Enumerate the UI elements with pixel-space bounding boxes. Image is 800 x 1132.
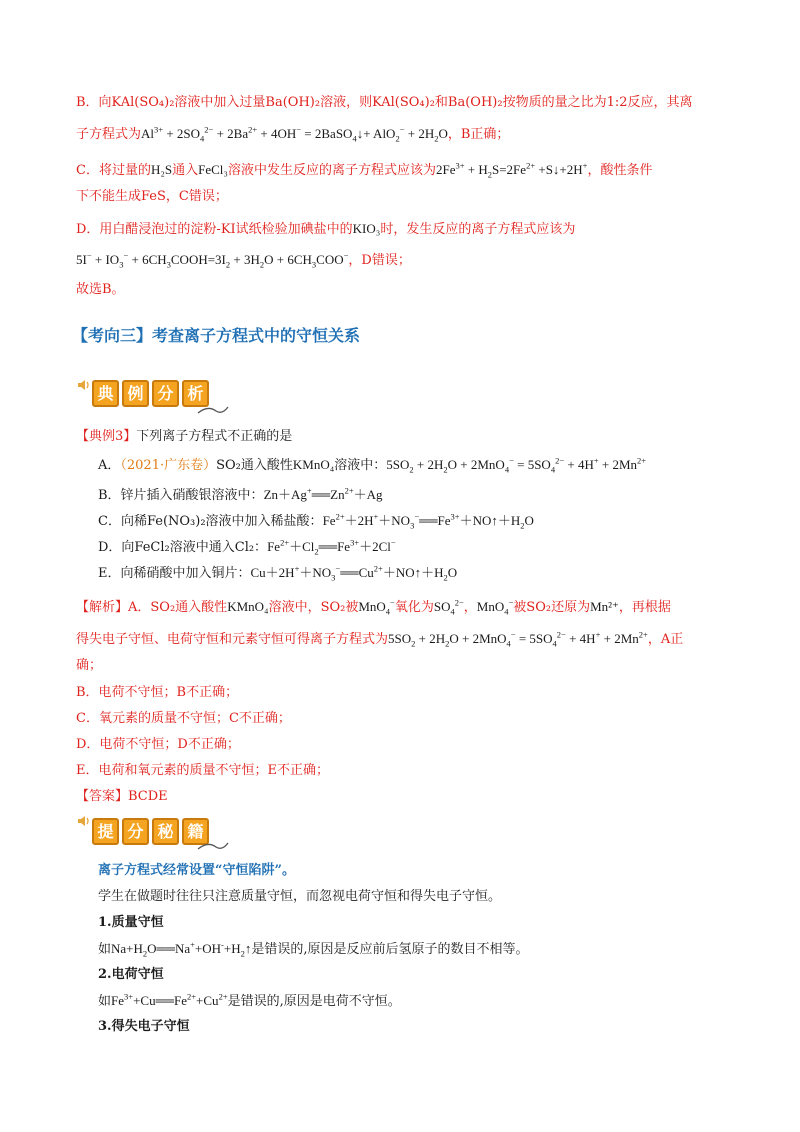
badge-char: 提	[92, 818, 119, 845]
option-b: B．锌片插入硝酸银溶液中：$Zn+Ag^+══Zn^{2+}+Ag$	[98, 485, 383, 503]
intro-c-line2: 下不能生成FeS，C错误；	[76, 189, 228, 204]
option-c: C．向稀Fe(NO₃)₂溶液中加入稀盐酸：$Fe^{2+}+2H^++NO_3^-══Fe^{3+}+NO↑+H_2O$	[98, 511, 534, 531]
badge-char: 析	[182, 380, 209, 407]
intro-d-line2: $5I^- + IO_3^-$ + $6CH_3COOH=3I_2 + 3H_2O + 6CH_3COO^-$，D错误；	[76, 250, 411, 270]
analysis-e: E．电荷和氧元素的质量不守恒；E不正确；	[76, 763, 329, 778]
swirl-decoration	[196, 839, 230, 853]
tips-badge	[92, 818, 212, 845]
equation-d: $5I^- + IO_3^-$ + $6CH_3COOH=3I_2 + 3H_2O + 6CH_3COO^-$	[76, 250, 349, 270]
tips-intro: 学生在做题时往往只注意质量守恒，而忽视电荷守恒和得失电子守恒。	[98, 889, 502, 904]
tips-heading-1: 1.质量守恒	[98, 915, 164, 930]
analysis-d: D．电荷不守恒；D不正确；	[76, 737, 240, 752]
equation-a: $5SO_2 + 2H_2O + 2MnO_4^- = 5SO_4^{2-} + 4H^+ + 2Mn^{2+}$	[386, 455, 647, 475]
analysis-c: C．氧元素的质量不守恒；C不正确；	[76, 711, 291, 726]
intro-c-line1: C．将过量的H₂S通入FeCl₃溶液中发生反应的离子方程式应该为$2Fe^{3+} + H_2S=2Fe^{2+}$ +S↓+2H+，酸性条件	[76, 160, 653, 180]
analysis-line2: 得失电子守恒、电荷守恒和元素守恒可得离子方程式为$5SO_2 + 2H_2O + 2MnO_4^- = 5SO_4^{2-} + 4H^+ + 2Mn^{2+}$，A正	[76, 629, 684, 649]
speaker-icon	[76, 378, 90, 392]
analysis-b: B．电荷不守恒；B不正确；	[76, 685, 239, 700]
badge-char: 典	[92, 380, 119, 407]
tips-subtitle: 离子方程式经常设置“守恒陷阱”。	[98, 863, 295, 878]
analysis-line3: 确；	[76, 658, 103, 673]
badge-char: 籍	[182, 818, 209, 845]
option-e: E．向稀硝酸中加入铜片：$Cu+2H^++NO_3^-══Cu^{2+}+NO↑+H_2O$	[98, 563, 458, 583]
tips-heading-2: 2.电荷守恒	[98, 967, 164, 982]
badge-char: 分	[122, 818, 149, 845]
tips-example-2: 如$Fe^{3+}+Cu══Fe^{2+}+Cu^{2+}$是错误的,原因是电荷不守恒。	[98, 991, 401, 1009]
intro-d-line1: D．用白醋浸泡过的淀粉-KI试纸检验加碘盐中的KIO₃时，发生反应的离子方程式应该为	[76, 221, 576, 237]
option-d: D．向FeCl₂溶液中通入Cl₂：$Fe^{2+}+Cl_2══Fe^{3+}+2Cl^-$	[98, 537, 396, 557]
tips-heading-3: 3.得失电子守恒	[98, 1019, 190, 1034]
badge-char: 秘	[152, 818, 179, 845]
analysis-line1: 【解析】A．SO₂通入酸性KMnO₄溶液中，SO₂被MnO$_4$−氧化为$SO_4^{2-}$，MnO$_4$−被SO₂还原为Mn²⁺，再根据	[76, 597, 671, 617]
example-title: 【典例3】下列离子方程式不正确的是	[76, 429, 293, 444]
option-a: A．（2021·广东卷）SO₂通入酸性KMnO₄溶液中：$5SO_2 + 2H_2O + 2MnO_4^- = 5SO_4^{2-} + 4H^+ + 2Mn^{2+}$	[98, 455, 647, 475]
section-heading: 【考向三】考查离子方程式中的守恒关系	[72, 326, 361, 345]
equation-c: $2Fe^{3+} + H_2S=2Fe^{2+}$ +S↓+2H+	[435, 160, 588, 180]
example-analysis-badge	[92, 380, 212, 407]
answer: 【答案】BCDE	[76, 789, 168, 804]
intro-b-line2: 子方程式为$Al^{3+} + 2SO_4^{2-} + 2Ba^{2+} + 4OH^-$ = 2BaSO$_4$↓+ $AlO_2^- + 2H_2O$，B正确；	[76, 124, 510, 144]
tips-example-1: 如$Na+H_2O══Na^++OH^-+H_2↑$是错误的,原因是反应前后氢原子的数目不相等。	[98, 939, 529, 959]
equation-b: $Al^{3+} + 2SO_4^{2-} + 2Ba^{2+} + 4OH^-$ = 2BaSO$_4$↓+ $AlO_2^- + 2H_2O$	[141, 124, 448, 144]
swirl-decoration	[196, 403, 230, 417]
badge-char: 例	[122, 380, 149, 407]
badge-char: 分	[152, 380, 179, 407]
speaker-icon	[76, 814, 90, 828]
intro-conclusion: 故选B。	[76, 282, 125, 297]
intro-b-line1: B．向KAl(SO₄)₂溶液中加入过量Ba(OH)₂溶液，则KAl(SO₄)₂和Ba(OH)₂按物质的量之比为1:2反应，其离	[76, 95, 693, 110]
